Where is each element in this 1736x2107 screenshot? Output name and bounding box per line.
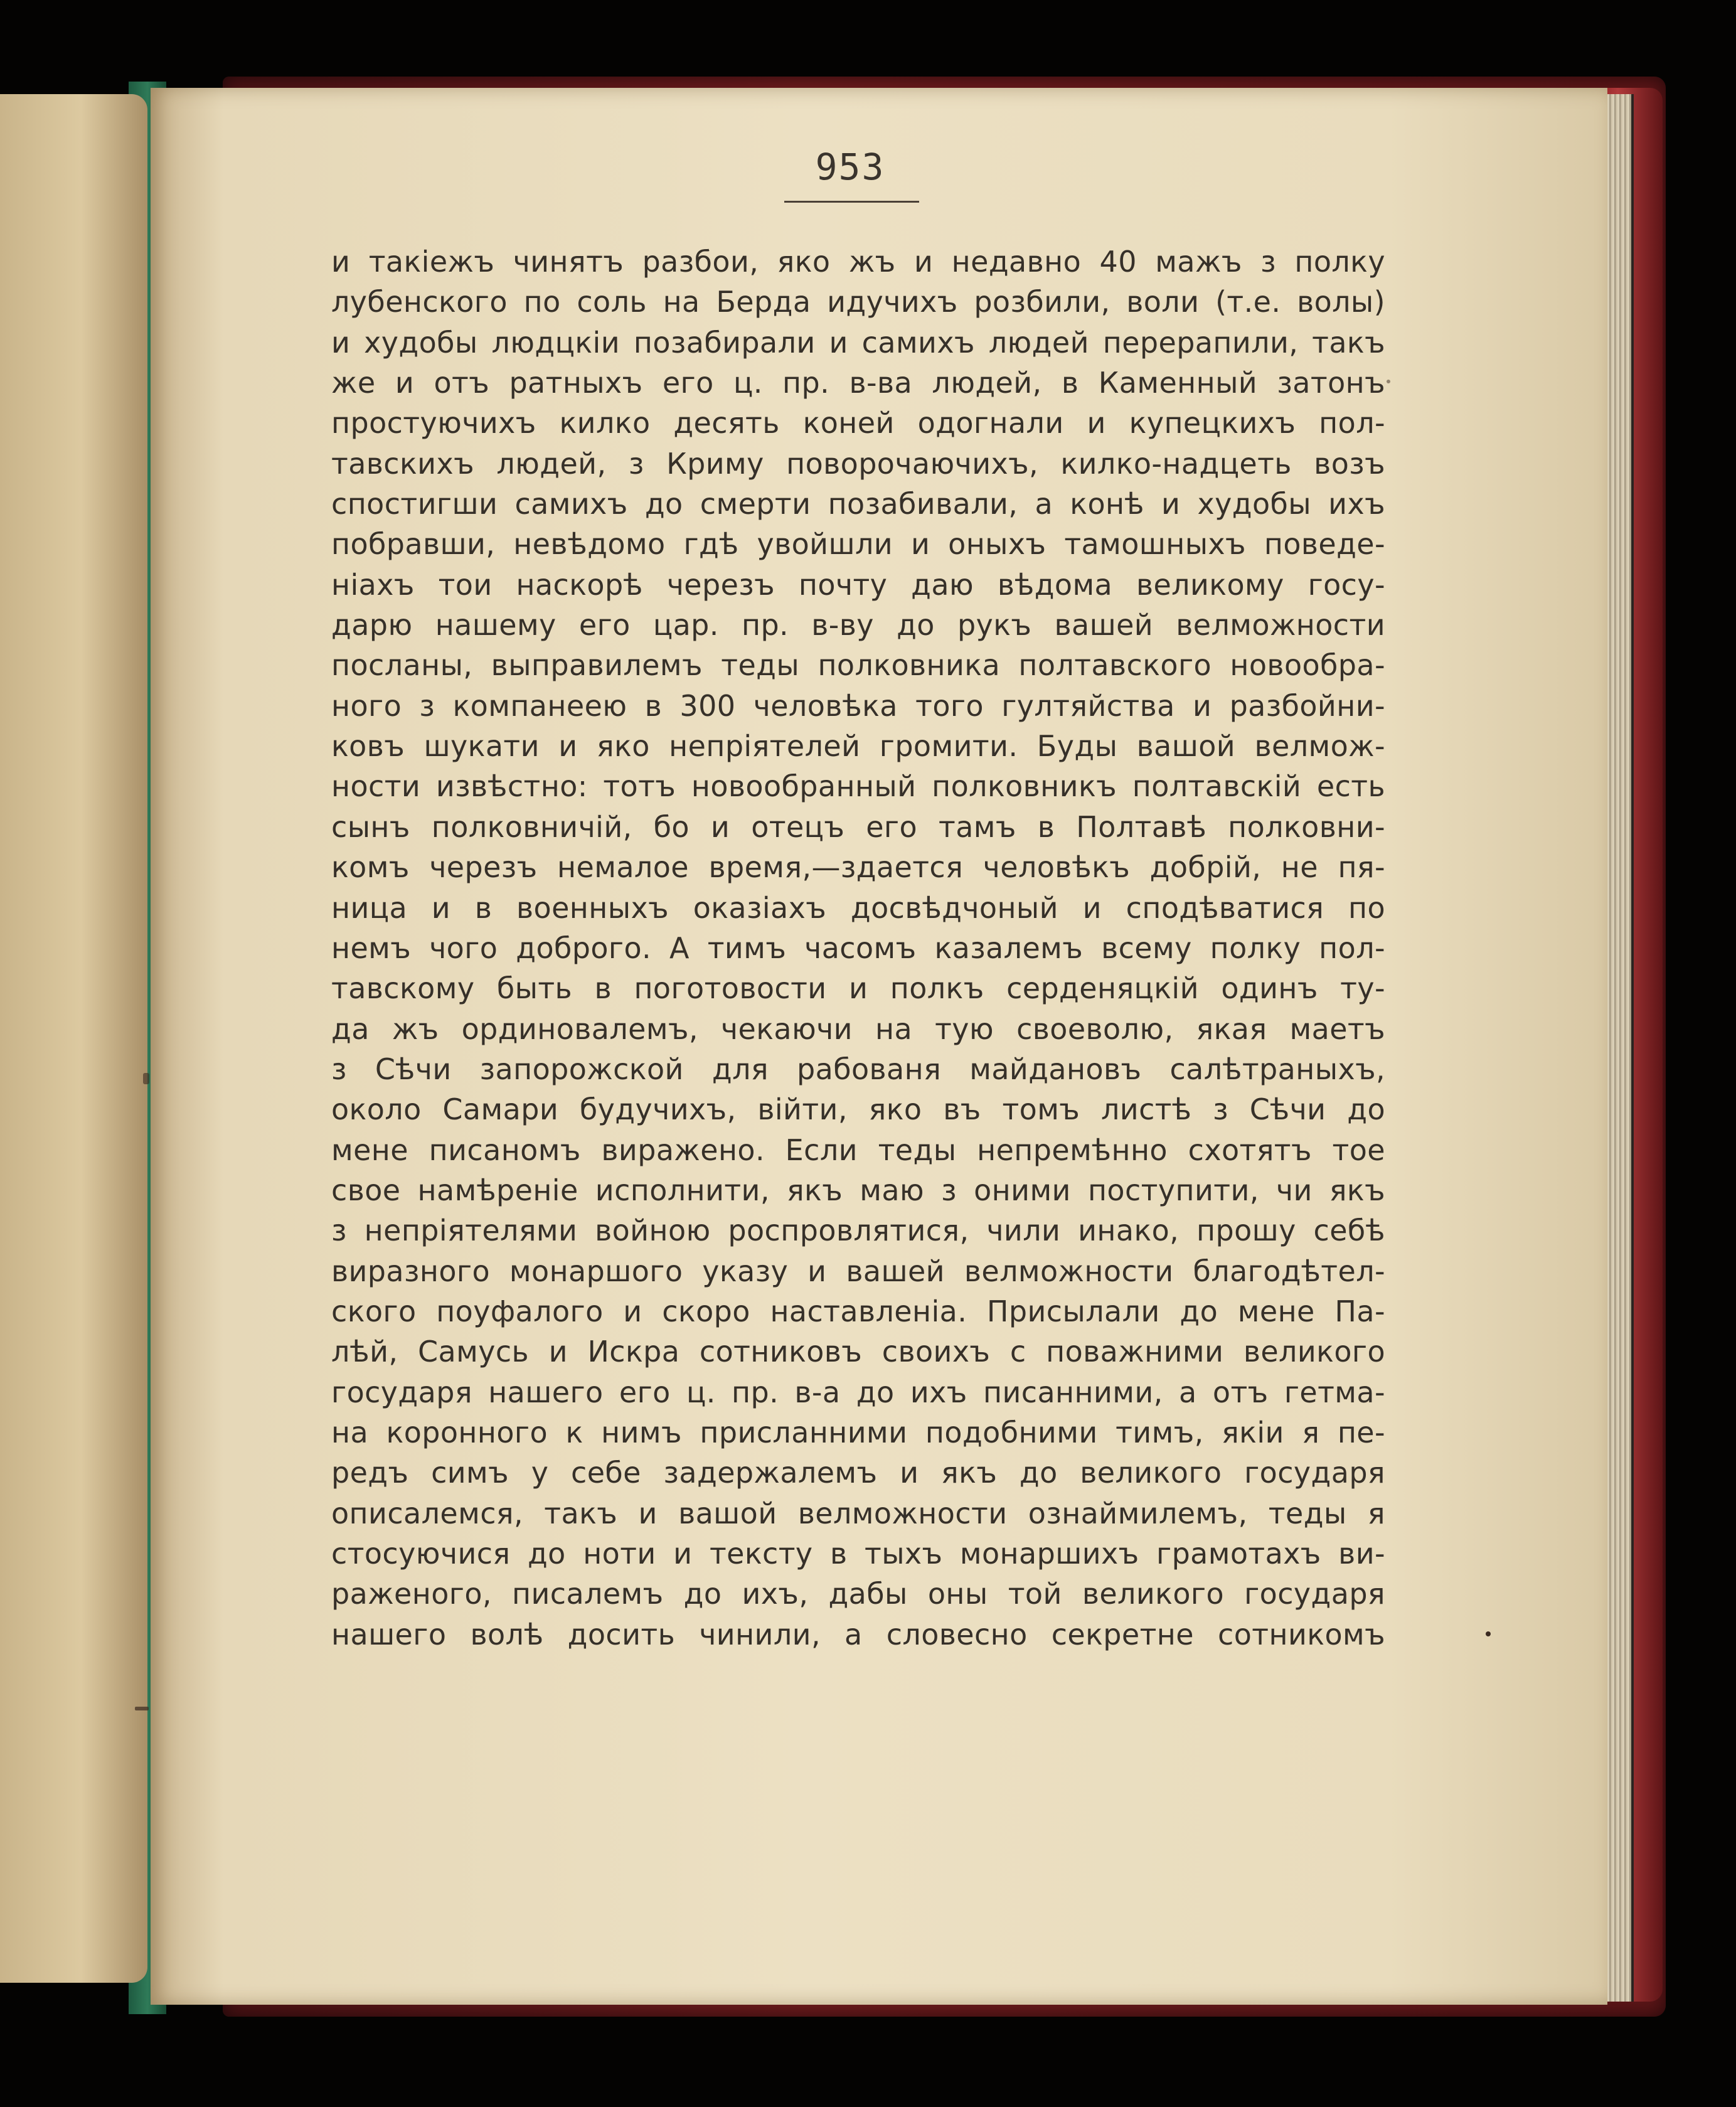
paper-speck: [135, 1707, 149, 1710]
text-line: спостигши самихъ до смерти позабивали, а конѣ и худобы ихъ: [331, 487, 1385, 521]
text-line: и такіежъ чинятъ разбои, яко жъ и недавно 40 мажъ з полку: [331, 245, 1385, 279]
text-line: раженого, писалемъ до ихъ, дабы оны той великого государя: [331, 1577, 1385, 1611]
text-line: посланы, выправилемъ теды полковника полтавского новообра-: [331, 648, 1385, 683]
text-line: стосуючися до ноти и тексту в тыхъ монаршихъ грамотахъ ви-: [331, 1537, 1385, 1571]
text-line: нашего волѣ досить чинили, а словесно секретне сотникомъ: [331, 1617, 1385, 1651]
text-line: комъ черезъ немалое время,—здается человѣкъ добрій, не пя-: [331, 850, 1385, 885]
text-line: немъ чого доброго. А тимъ часомъ казалемъ всему полку пол-: [331, 931, 1385, 965]
paper-speck: [1486, 1631, 1491, 1636]
text-line: да жъ ординовалемъ, чекаючи на тую своеволю, якая маетъ: [331, 1011, 1385, 1046]
text-line: около Самари будучихъ, війти, яко въ томъ листѣ з Сѣчи до: [331, 1092, 1385, 1127]
text-line: ница и в военныхъ оказіахъ досвѣдчоный и сподѣватися по: [331, 890, 1385, 925]
text-line: тавскихъ людей, з Криму поворочаючихъ, килко-надцеть возъ: [331, 446, 1385, 481]
text-line: ского поуфалого и скоро наставленіа. Присылали до мене Па-: [331, 1294, 1385, 1328]
text-line: лубенского по соль на Берда идучихъ розбили, воли (т.е. волы): [331, 285, 1385, 319]
text-line: виразного монаршого указу и вашей велможности благодѣтел-: [331, 1254, 1385, 1288]
text-line: ности извѣстно: тотъ новообранный полковникъ полтавскій есть: [331, 769, 1385, 804]
text-line: з Сѣчи запорожской для рабованя майдановъ салѣтраныхъ,: [331, 1052, 1385, 1086]
text-line: свое намѣреніе исполнити, якъ маю з оними поступити, чи якъ: [331, 1173, 1385, 1207]
text-line: мене писаномъ виражено. Если теды непремѣнно схотятъ тое: [331, 1133, 1385, 1167]
text-line: тавскому быть в поготовости и полкъ серденяцкій одинъ ту-: [331, 971, 1385, 1006]
text-line: простуючихъ килко десять коней одогнали и купецкихъ пол-: [331, 406, 1385, 440]
text-line: государя нашего его ц. пр. в-а до ихъ писанними, а отъ гетма-: [331, 1375, 1385, 1409]
paper-speck: [1387, 380, 1390, 383]
text-line: редъ симъ у себе задержалемъ и якъ до великого государя: [331, 1456, 1385, 1490]
text-line: сынъ полковничій, бо и отецъ его тамъ в Полтавѣ полковни-: [331, 809, 1385, 844]
page-number-rule: [784, 201, 919, 203]
text-line: ного з компанеею в 300 человѣка того гултяйства и разбойни-: [331, 688, 1385, 723]
text-line: описалемся, такъ и вашой велможности ознаймилемъ, теды я: [331, 1496, 1385, 1530]
text-line: ніахъ тои наскорѣ черезъ почту даю вѣдома великому госу-: [331, 567, 1385, 602]
left-page: [0, 94, 147, 1983]
text-line: и худобы людцкіи позабирали и самихъ людей перерапили, такъ: [331, 325, 1385, 360]
text-line: же и отъ ратныхъ его ц. пр. в-ва людей, в Каменный затонъ: [331, 366, 1385, 400]
paper-speck: [143, 1073, 149, 1084]
text-line: з непріятелями войною роспровлятися, чили инако, прошу себѣ: [331, 1214, 1385, 1248]
text-line: побравши, невѣдомо гдѣ увойшли и оныхъ тамошныхъ поведе-: [331, 527, 1385, 562]
text-line: дарю нашему его цар. пр. в-ву до рукъ вашей велможности: [331, 608, 1385, 643]
body-text: [331, 242, 1385, 1655]
text-line: ковъ шукати и яко непріятелей громити. Буды вашой велмож-: [331, 729, 1385, 764]
page-number: 953: [815, 146, 885, 188]
text-line: лѣй, Самусь и Искра сотниковъ своихъ с поважними великого: [331, 1335, 1385, 1369]
text-line: на коронного к нимъ присланними подобними тимъ, якіи я пе-: [331, 1415, 1385, 1449]
